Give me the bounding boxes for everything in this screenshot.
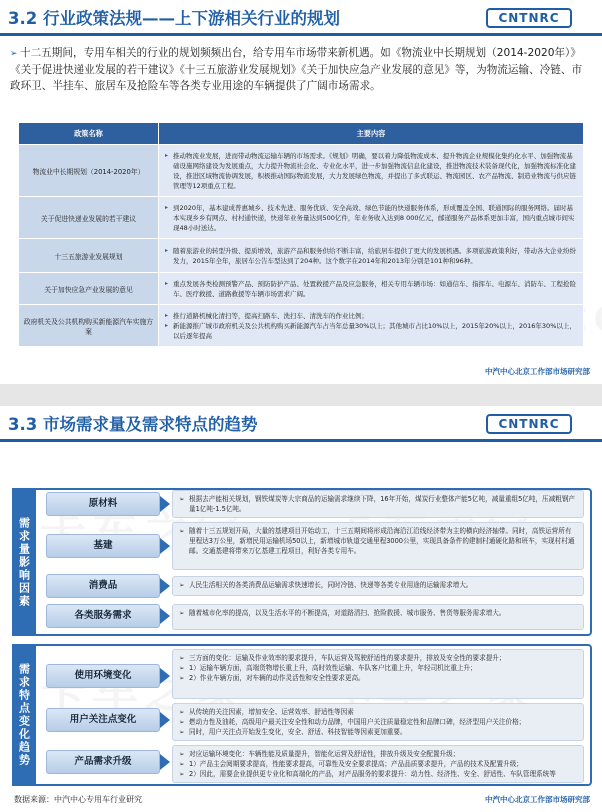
description-item: ➢ 1）运输车辆方面，高端货物增长重上升，高时效性运输、车队客户比重上升，年轻司机比重上升； xyxy=(179,663,577,673)
slide-header xyxy=(0,406,602,440)
arrow-bullet-icon: ➢ xyxy=(10,49,18,59)
company-logo: CNTNRC xyxy=(486,8,572,28)
description-item: ➢ 1）产品主会阅期要求提高，性能要求提高，可靠性及安全要求提高；产品品质要求提升，产品的技术及配置升级； xyxy=(179,759,577,769)
description-item: ➢ 2）因此，需要企业提供更专业化和高端化的产品，对产品服务的要求提升：动力性、经济性、安全、舒适性、车队管理系统等 xyxy=(179,769,577,779)
table-row xyxy=(19,145,584,197)
slide-header xyxy=(0,0,602,34)
factor-description xyxy=(172,522,584,570)
policy-content-cell xyxy=(159,239,584,273)
description-item: ➢ 人民生活相关的各类消费品运输需求快速增长，同时冷链、快递等各类专业用途的运输需求增大。 xyxy=(179,580,577,590)
description-item: ➢ 随着城市化率的提高，以及生活水平的不断提高，对道路清扫、抢险救援、城市服务、售货等服务需求增大。 xyxy=(179,608,577,618)
factor-description xyxy=(172,576,584,596)
policy-name-cell: 十三五旅游业发展规划 xyxy=(19,239,159,273)
policy-table xyxy=(18,122,584,347)
table-row xyxy=(19,239,584,273)
factor-description xyxy=(172,604,584,630)
trend-user-focus: 用户关注点变化 xyxy=(46,708,160,732)
factor-raw-materials: 原材料 xyxy=(46,492,160,516)
slide-policy-regulations xyxy=(0,0,602,384)
column-header-policy-name: 政策名称 xyxy=(19,123,159,145)
factor-description xyxy=(172,490,584,518)
policy-content-cell xyxy=(159,305,584,347)
policy-content-item: ▸ 到2020年，基本建成普惠城乡、技术先进、服务优质、安全高效、绿色节能的快递服务体系，形成覆盖全国、联通国际的服务网络。届时基本实现乡乡有网点、村村通快递，快递年业务量达到500亿件，年业务收入达到8 000亿元，邮递服务产品体系更加丰富，国内重点城市间实现48小时送达。 xyxy=(165,203,577,233)
policy-name-cell: 物流业中长期规划（2014-2020年） xyxy=(19,145,159,197)
title-divider xyxy=(0,33,602,36)
arrow-right-icon xyxy=(160,496,170,512)
factor-service-demand: 各类服务需求 xyxy=(46,604,160,628)
slide-separator xyxy=(0,384,602,406)
policy-content-item: ▸ 随着旅游业的转型升级、提质增效，旅游产品和服务供给不断丰富，给旅居车提供了更大的发展机遇。多项旅游政策利好，带动各大企业纷纷发力，2015年全年，旅居车公告车型达到了204种。这个数字在2014年和2013年分别是101种和96种。 xyxy=(165,246,577,266)
description-item: ➢ 从传统的关注因素，增加安全、运营效率、舒适性等因素 xyxy=(179,707,577,717)
trend-usage-environment: 使用环境变化 xyxy=(46,664,160,688)
table-row xyxy=(19,305,584,347)
slide-market-demand-trends xyxy=(0,406,602,812)
policy-content-item: ▸ 推行道路机械化清扫等，提高扫路车、洗扫车、清洗车的作业比例； xyxy=(165,311,577,321)
demand-trends-label: 需求特点变化趋势 xyxy=(12,644,36,786)
policy-name-cell: 政府机关及公共机构购买新能源汽车实施方案 xyxy=(19,305,159,347)
data-source-note: 数据来源：中汽中心专用车行业研究 xyxy=(14,795,142,804)
title-divider xyxy=(0,439,602,442)
trend-description xyxy=(172,649,584,699)
policy-content-cell xyxy=(159,197,584,239)
table-row xyxy=(19,273,584,305)
description-item: ➢ 根据去产能相关规划，钢铁煤炭等大宗商品的运输需求继续下降，16年开始，煤炭行业整体产能5亿吨，减量重组5亿吨，压减粗钢产量1亿吨-1.5亿吨。 xyxy=(179,494,577,514)
arrow-right-icon xyxy=(160,608,170,624)
arrow-right-icon xyxy=(160,538,170,554)
description-item: ➢ 燃动力性及油耗，高级用户最关注安全性和动力品牌，中国用户关注质量稳定性和品牌口碑，经济型用户关注价格； xyxy=(179,717,577,727)
trend-description xyxy=(172,745,584,783)
arrow-right-icon xyxy=(160,578,170,594)
intro-text: 十二五期间，专用车相关的行业的规划频频出台，给专用车市场带来新机遇。如《物流业中长期规划（2014-2020年）》《关于促进快递业发展的若干建议》《十三五旅游业发展规划》《关于加快应急产业发展的意见》等，为物流运输、冷链、市政环卫、半挂车、旅居车及抢险车等各类专业用途的车辆提供了广阔市场需求。 xyxy=(10,47,583,92)
factor-consumer-goods: 消费品 xyxy=(46,574,160,598)
column-header-main-content: 主要内容 xyxy=(159,123,584,145)
footer-credit: 中汽中心北京工作部市场研究部 xyxy=(485,367,590,376)
demand-factors-label: 需求量影响因素 xyxy=(12,488,36,636)
arrow-right-icon xyxy=(160,668,170,684)
slide-title: 3.2 行业政策法规——上下游相关行业的规划 xyxy=(8,9,340,28)
description-item: ➢ 2）作业车辆方面，对车辆的动作灵活性和安全性要求更高。 xyxy=(179,673,577,683)
table-header-row xyxy=(19,123,584,145)
footer-credit: 中汽中心北京工作部市场研究部 xyxy=(485,795,590,804)
trend-product-upgrade: 产品需求升级 xyxy=(46,750,160,774)
description-item: ➢ 同时，用户关注点开始发生变化，安全、舒适、科技智能等因素更加重要。 xyxy=(179,727,577,737)
policy-content-cell xyxy=(159,273,584,305)
table-row xyxy=(19,197,584,239)
description-item: ➢ 随着十三五规划开局，大量的基建项目开始动工，十三五期间将形成沿海沿江沿线经济带为主的横向经济轴带。同时，高铁运营所有里程达3万公里，新增民用运输机场50以上，新增城市轨道交通里程3000公里，实现具备条件的建制村通硬化路和班车，实现村村通邮。交通基建将带来万亿基建工程项目，利好各类专用车。 xyxy=(179,526,577,556)
arrow-right-icon xyxy=(160,754,170,770)
factor-infrastructure: 基建 xyxy=(46,534,160,558)
policy-content-item: ▸ 重点发展各类检测预警产品、预防防护产品、处置救援产品及应急服务，相关专用车辆市场：如通信车、指挥车、电源车、消防车、工程抢险车、医疗救援、道路救援等车辆市场需求广阔。 xyxy=(165,279,577,299)
policy-name-cell: 关于加快应急产业发展的意见 xyxy=(19,273,159,305)
description-item: ➢ 对应运输环境变化：车辆性能及质量提升，智能化运营及舒适性，排放升级及安全配置升级； xyxy=(179,749,577,759)
company-logo: CNTNRC xyxy=(486,414,572,434)
description-item: ➢ 三方面的变化：运输及作业效率的要求提升，车队运营及驾驶舒适性的要求提升，排放及安全性的要求提升； xyxy=(179,653,577,663)
policy-content-cell xyxy=(159,145,584,197)
intro-paragraph xyxy=(10,45,592,94)
arrow-right-icon xyxy=(160,712,170,728)
trend-description xyxy=(172,703,584,741)
policy-content-item: ▸ 推动物流业发展，进而带动物流运输车辆的市场需求。《规划》明确，要以着力降低物流成本、提升物流企业规模化集约化水平、加强物流基础设施网络建设为发展重点，大力提升物流社会化、专业化水平，进一步加强物流信息化建设，推进物流技术装备现代化，加强物流标准化建设，推进区域物流协调发展，积极推动国际物流发展，大力发展绿色物流，并提出了多式联运、物流园区、农产品物流、制造业物流与供应链管理等12项重点工程。 xyxy=(165,151,577,191)
slide-title: 3.3 市场需求量及需求特点的趋势 xyxy=(8,415,258,434)
policy-name-cell: 关于促进快递业发展的若干建议 xyxy=(19,197,159,239)
policy-content-item: ▸ 新能源推广城市政府机关及公共机构购买新能源汽车占当年总量30%以上；其他城市占比10%以上，2015年20%以上，2016年30%以上，以后逐年提高 xyxy=(165,321,577,341)
